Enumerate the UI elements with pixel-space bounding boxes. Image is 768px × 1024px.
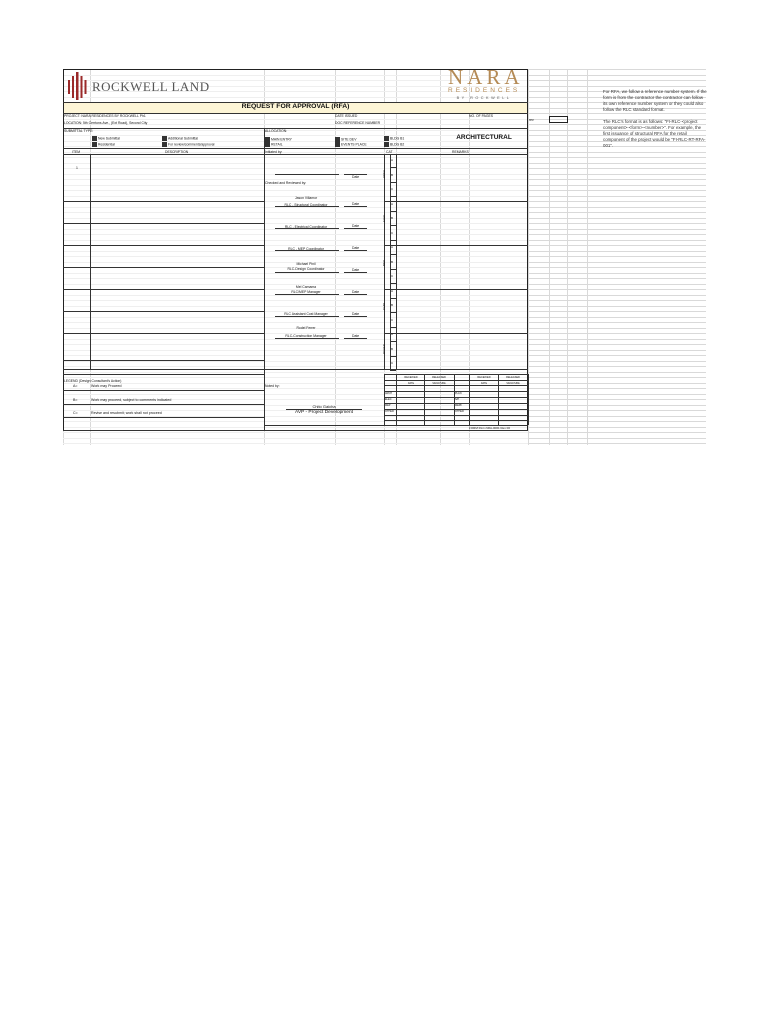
note-paragraph-2: The RLC's format is as follows: "FI-RLC-<project component>-<form>-<number>". For example, the first issuance of structural RFA for the retail component of the project would be "FI-RLC-RT-RFA-001". xyxy=(603,119,706,148)
signature-line xyxy=(275,338,339,339)
legend-text: Work may Proceed xyxy=(91,384,122,388)
category-line xyxy=(390,240,396,241)
checkbox-icon xyxy=(265,142,270,147)
discipline-label: ARCHITECTURAL xyxy=(456,134,512,141)
grid-row-line xyxy=(528,344,706,345)
nara-by: BY ROCKWELL xyxy=(456,96,512,100)
category-letter: B xyxy=(391,303,394,307)
legend-code: C= xyxy=(73,411,78,415)
reviewer-name: Mel Camama xyxy=(295,285,317,289)
legend-line xyxy=(63,417,264,418)
grid-row-line xyxy=(528,69,706,70)
category-group: OTHER xyxy=(382,344,386,354)
category-letter: A xyxy=(391,201,394,206)
alloc-bldg-b2[interactable]: BLDG B2 xyxy=(384,142,404,147)
reviewer-name: Rodel Ferrer xyxy=(296,326,316,330)
grid-row-line xyxy=(528,240,706,241)
alloc-bldg-b1[interactable]: BLDG B1 xyxy=(384,136,404,141)
grid-row-line xyxy=(528,366,706,367)
item-number: 1 xyxy=(76,166,78,170)
tally-row-label: OTHER xyxy=(455,410,464,413)
grid-row-line xyxy=(528,267,706,268)
category-line xyxy=(390,269,396,270)
grid-row-line xyxy=(528,212,706,213)
grid-row-line xyxy=(528,207,706,208)
grid-row-line xyxy=(528,361,706,362)
tally-row-label: MEPF xyxy=(455,404,462,407)
date-label: Date xyxy=(352,311,360,316)
legend-title: LEGEND (Design Consultant's Action) xyxy=(64,378,122,383)
category-letter: C xyxy=(391,187,394,191)
reviewer-role: RLC-Construction Manager xyxy=(285,334,327,338)
category-group: MEP xyxy=(382,259,386,266)
checkbox-icon xyxy=(162,142,167,147)
grid-row-line xyxy=(528,179,706,180)
form-title: REQUEST FOR APPROVAL (RFA) xyxy=(241,102,350,110)
category-line xyxy=(390,182,396,183)
tally-row-label: ARCH xyxy=(385,392,393,395)
grid-row-line xyxy=(528,196,706,197)
grid-row-line xyxy=(528,75,706,76)
category-line xyxy=(390,356,396,357)
col-initiated: Initiated by: xyxy=(265,149,283,154)
category-line xyxy=(390,196,396,197)
grid-row-line xyxy=(528,306,706,307)
grid-row-line xyxy=(528,234,706,235)
grid-row-line xyxy=(528,300,706,301)
category-line xyxy=(390,327,396,328)
legend-code: A= xyxy=(73,384,78,388)
date-label: Date xyxy=(352,201,360,206)
grid-row-line xyxy=(528,190,706,191)
grid-row-line xyxy=(528,273,706,274)
category-letter: B xyxy=(391,259,394,264)
checkbox-icon xyxy=(92,142,97,147)
reviewer-role: RLC/MEP Manager xyxy=(291,290,321,294)
col-remarks: REMARKS xyxy=(452,149,469,154)
tally-header: RELEASED xyxy=(432,375,446,379)
reviewer-role: RLC - Electrical Coordinator xyxy=(284,225,328,229)
alloc-site-dev[interactable]: SITE DEV xyxy=(335,137,356,142)
checkbox-icon xyxy=(335,142,340,147)
legend-code: B= xyxy=(73,398,78,402)
category-letter: C xyxy=(391,317,394,322)
grid-row-line xyxy=(528,229,706,230)
grid-row-line xyxy=(528,432,706,433)
checkbox-icon xyxy=(384,142,389,147)
category-line xyxy=(390,298,396,299)
date-line xyxy=(344,316,367,317)
grid-row-line xyxy=(528,185,706,186)
category-line xyxy=(390,225,396,226)
checkbox-icon xyxy=(162,136,167,141)
signature-line xyxy=(275,316,339,317)
grid-row-line xyxy=(528,201,706,202)
grid-row-line xyxy=(528,438,706,439)
grid-row-line xyxy=(528,443,706,444)
tally-col xyxy=(528,374,529,425)
residential-option[interactable]: Residential xyxy=(92,142,115,147)
signature-line xyxy=(275,294,339,295)
category-line xyxy=(390,283,396,284)
grid-row-line xyxy=(528,377,706,378)
grid-row-line xyxy=(528,163,706,164)
alloc-main-entry[interactable]: MAIN ENTRY xyxy=(265,137,292,142)
date-label: Date xyxy=(352,267,360,272)
nara-logo: NARA xyxy=(448,65,524,89)
reference-number-note xyxy=(603,89,707,155)
tally-row xyxy=(384,420,528,421)
grid-row-line xyxy=(528,405,706,406)
category-letter: C xyxy=(391,274,394,278)
alloc-retail[interactable]: RETAIL xyxy=(265,142,283,147)
col-description: DESCRIPTION xyxy=(165,149,189,154)
checked-reviewed-label: Checked and Reviewed by: xyxy=(265,181,307,185)
category-group: PLAN xyxy=(382,302,386,310)
date-label: Date xyxy=(352,174,360,179)
grid-row-line xyxy=(528,256,706,257)
category-line xyxy=(390,211,396,212)
grid-row-line xyxy=(528,372,706,373)
date-issued-label: DATE ISSUED xyxy=(335,114,358,118)
grid-row-line xyxy=(63,443,528,444)
tally-row-label: S/P xyxy=(455,398,460,401)
grid-row-line xyxy=(528,245,706,246)
category-line xyxy=(390,312,396,313)
grid-row-line xyxy=(528,383,706,384)
grid-row-line xyxy=(528,168,706,169)
rockwell-logo xyxy=(66,71,90,101)
noted-by-label: Noted by: xyxy=(265,384,280,388)
tally-row xyxy=(384,425,528,426)
signature-line xyxy=(275,174,339,175)
grid-row-line xyxy=(528,388,706,389)
category-line xyxy=(390,370,396,371)
category-letter: C xyxy=(391,230,394,235)
date-line xyxy=(344,338,367,339)
grid-row-line xyxy=(528,311,706,312)
signature-line xyxy=(275,272,339,273)
legend-text: Work may proceed, subject to comments indicated xyxy=(91,398,172,402)
submittal-type-label: SUBMITTAL TYPE: xyxy=(64,129,94,133)
signatory-title: AVP - Project Development xyxy=(295,410,353,415)
grid-row-line xyxy=(528,410,706,411)
tally-row-label: ELEC xyxy=(385,398,392,401)
reviewer-role: RLC-Design Coordinator xyxy=(287,267,325,271)
new-submittal-option[interactable]: New Submittal xyxy=(92,136,120,141)
allocation-label: ALLOCATION: xyxy=(265,129,288,133)
col-cat: CAT xyxy=(386,149,393,154)
category-group: ARCH xyxy=(382,170,386,178)
grid-row-line xyxy=(528,399,706,400)
tally-row-label: OTHER xyxy=(385,410,394,413)
grid-row-line xyxy=(528,174,706,175)
grid-row-line xyxy=(528,295,706,296)
legend-line xyxy=(63,404,264,405)
nara-residences: RESIDENCES xyxy=(448,87,521,94)
category-line xyxy=(390,341,396,342)
grid-row-line xyxy=(528,218,706,219)
rev-label: rev xyxy=(529,118,534,122)
grid-row-line xyxy=(528,86,706,87)
grid-row-line xyxy=(528,289,706,290)
grid-row-line xyxy=(528,317,706,318)
grid-row-line xyxy=(528,394,706,395)
grid-row-line xyxy=(528,328,706,329)
checkbox-icon xyxy=(92,136,97,141)
note-paragraph-1: For RFA, we follow a reference number system. If the form is from the contractor the contractor can follow its own reference number system or they could also follow the RLC standard format. xyxy=(603,89,707,112)
category-letter: B xyxy=(391,216,394,220)
grid-row-line xyxy=(528,80,706,81)
date-label: Date xyxy=(352,223,360,228)
legend-line xyxy=(63,390,264,391)
tally-subheader: SIGNATURE xyxy=(432,382,446,385)
tally-header: RECEIVED xyxy=(404,375,418,379)
reviewer-role: RLC - MEP Coordinator xyxy=(288,247,324,251)
category-letter: A xyxy=(391,245,394,249)
reviewer-role: RLC - Structural Coordinator xyxy=(284,203,328,207)
date-line xyxy=(344,272,367,273)
tally-subheader: DATE xyxy=(408,382,414,385)
reviewer-role: RLC Assistant Cost Manager xyxy=(284,312,328,316)
signatory-name: Chito Gaicha xyxy=(312,404,336,409)
checkbox-icon xyxy=(384,136,389,141)
grid-row-line xyxy=(528,339,706,340)
grid-row-line xyxy=(528,416,706,417)
grid-row-line xyxy=(528,333,706,334)
tally-row xyxy=(384,415,528,416)
category-group: ELEC xyxy=(382,214,386,222)
tally-row-label: MEP xyxy=(385,404,391,407)
category-letter: B xyxy=(391,172,394,177)
grid-row-line xyxy=(528,223,706,224)
tally-row-label: PLAN xyxy=(455,392,462,395)
alloc-events-place[interactable]: EVENTS PLACE xyxy=(335,142,367,147)
date-label: Date xyxy=(352,289,360,294)
grid-row-line xyxy=(63,438,528,439)
reviewer-name: Michael Pinil xyxy=(296,262,316,266)
category-letter: A xyxy=(391,288,394,293)
category-letter: A xyxy=(391,332,394,336)
date-label: Date xyxy=(352,333,360,338)
category-letter: B xyxy=(391,346,394,351)
category-line xyxy=(390,254,396,255)
category-line xyxy=(390,167,396,168)
grid-row-line xyxy=(528,350,706,351)
doc-reference-label: DOC REFERENCE NUMBER xyxy=(335,121,381,125)
additional-submittal-option[interactable]: Additional Submittal xyxy=(162,136,198,141)
col-item: ITEM xyxy=(72,149,81,154)
rev-input[interactable] xyxy=(549,116,568,123)
tally-subheader: DATE xyxy=(481,382,487,385)
grid-row-line xyxy=(528,157,706,158)
grid-row-line xyxy=(528,262,706,263)
grid-row-line xyxy=(528,322,706,323)
reviewer-name: Jason Villamor xyxy=(294,196,318,200)
grid-row-line xyxy=(528,421,706,422)
tally-header: RELEASED xyxy=(506,375,520,379)
for-review-option[interactable]: For review/comments/approval xyxy=(162,142,214,147)
location-line: LOCATION: 5th Cerrtons Ave., (Ext Road), Second City xyxy=(64,121,148,125)
form-code: FORM RLC-NRA-0001 Rev 00 xyxy=(469,425,511,430)
tally-header: RECEIVED xyxy=(477,375,491,379)
grid-row-line xyxy=(528,284,706,285)
company-name: ROCKWELL LAND xyxy=(92,79,210,94)
category-letter: C xyxy=(391,361,394,365)
project-line: PROJECT: NARA RESIDENCES BY ROCKWELL Ph1 xyxy=(64,114,146,118)
grid-row-line xyxy=(63,432,528,433)
grid-row-line xyxy=(528,278,706,279)
legend-text: Revise and resubmit; work shall not proceed xyxy=(91,411,162,415)
tally-subheader: SIGNATURE xyxy=(506,382,520,385)
grid-row-line xyxy=(528,355,706,356)
no-of-pages-label: NO. OF PAGES xyxy=(469,114,494,118)
date-label: Date xyxy=(352,245,360,250)
grid-row-line xyxy=(528,251,706,252)
grid-row-line xyxy=(528,427,706,428)
category-letter: A xyxy=(391,158,394,162)
date-line xyxy=(344,294,367,295)
